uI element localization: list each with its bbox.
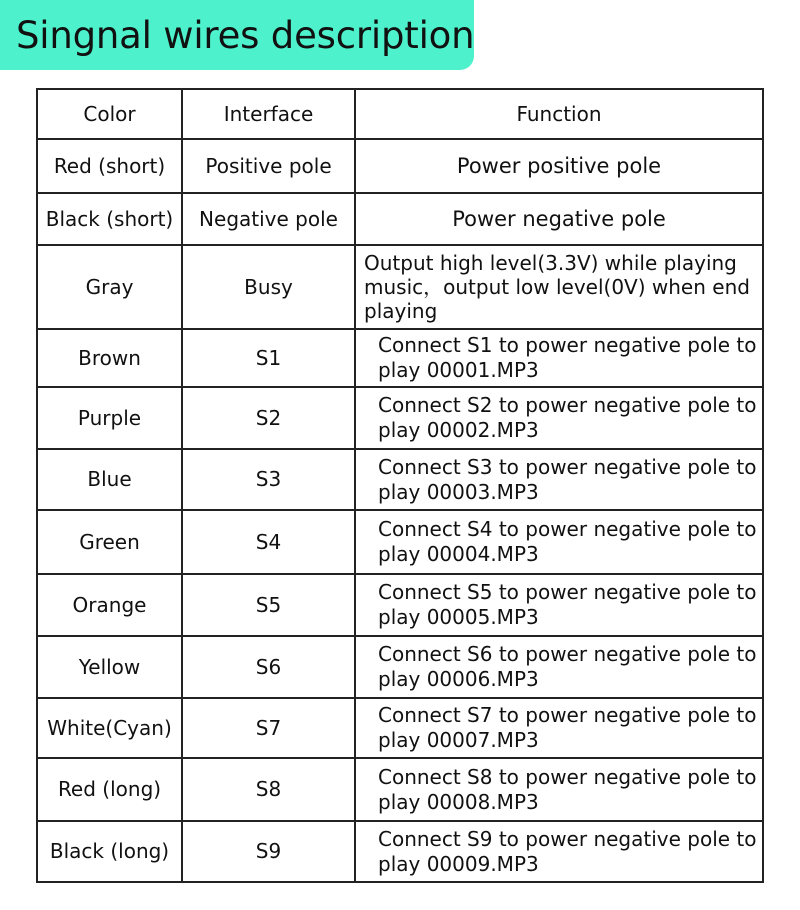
table-row xyxy=(37,758,763,821)
cell-color: Blue xyxy=(37,449,182,510)
cell-color: Black (long) xyxy=(37,821,182,882)
cell-color: Green xyxy=(37,510,182,574)
cell-function: Connect S7 to power negative pole to play 00007.MP3 xyxy=(355,698,763,758)
table-row xyxy=(37,698,763,758)
column-header-function: Function xyxy=(355,89,763,139)
cell-interface: S9 xyxy=(182,821,355,882)
cell-color: Red (long) xyxy=(37,758,182,821)
table-row xyxy=(37,387,763,449)
signal-wires-table xyxy=(36,88,764,883)
cell-interface: S7 xyxy=(182,698,355,758)
cell-function: Connect S2 to power negative pole to play 00002.MP3 xyxy=(355,387,763,449)
cell-interface: S5 xyxy=(182,574,355,636)
table-row xyxy=(37,193,763,245)
table-row xyxy=(37,329,763,387)
table-row xyxy=(37,139,763,193)
cell-color: Red (short) xyxy=(37,139,182,193)
cell-interface: Busy xyxy=(182,245,355,329)
cell-function: Connect S4 to power negative pole to play 00004.MP3 xyxy=(355,510,763,574)
cell-interface: S3 xyxy=(182,449,355,510)
cell-interface: S6 xyxy=(182,636,355,698)
cell-color: White(Cyan) xyxy=(37,698,182,758)
cell-color: Purple xyxy=(37,387,182,449)
cell-function: Power negative pole xyxy=(355,193,763,245)
cell-function: Power positive pole xyxy=(355,139,763,193)
column-header-color: Color xyxy=(37,89,182,139)
cell-function: Connect S8 to power negative pole to play 00008.MP3 xyxy=(355,758,763,821)
table-row xyxy=(37,574,763,636)
table-row xyxy=(37,449,763,510)
cell-function: Connect S3 to power negative pole to play 00003.MP3 xyxy=(355,449,763,510)
page-title: Singnal wires description xyxy=(16,13,475,57)
cell-interface: S8 xyxy=(182,758,355,821)
cell-interface: S4 xyxy=(182,510,355,574)
cell-color: Brown xyxy=(37,329,182,387)
cell-function: Connect S1 to power negative pole to play 00001.MP3 xyxy=(355,329,763,387)
cell-function: Connect S5 to power negative pole to play 00005.MP3 xyxy=(355,574,763,636)
cell-interface: Positive pole xyxy=(182,139,355,193)
cell-function: Connect S9 to power negative pole to play 00009.MP3 xyxy=(355,821,763,882)
cell-color: Black (short) xyxy=(37,193,182,245)
cell-color: Gray xyxy=(37,245,182,329)
cell-color: Yellow xyxy=(37,636,182,698)
cell-interface: Negative pole xyxy=(182,193,355,245)
table-row xyxy=(37,636,763,698)
cell-function: Output high level(3.3V) while playing music，output low level(0V) when end playing xyxy=(355,245,763,329)
table-header-row xyxy=(37,89,763,139)
column-header-interface: Interface xyxy=(182,89,355,139)
cell-color: Orange xyxy=(37,574,182,636)
cell-function: Connect S6 to power negative pole to play 00006.MP3 xyxy=(355,636,763,698)
table-row xyxy=(37,245,763,329)
table-row xyxy=(37,821,763,882)
cell-interface: S2 xyxy=(182,387,355,449)
cell-interface: S1 xyxy=(182,329,355,387)
table-row xyxy=(37,510,763,574)
title-banner xyxy=(0,0,474,70)
